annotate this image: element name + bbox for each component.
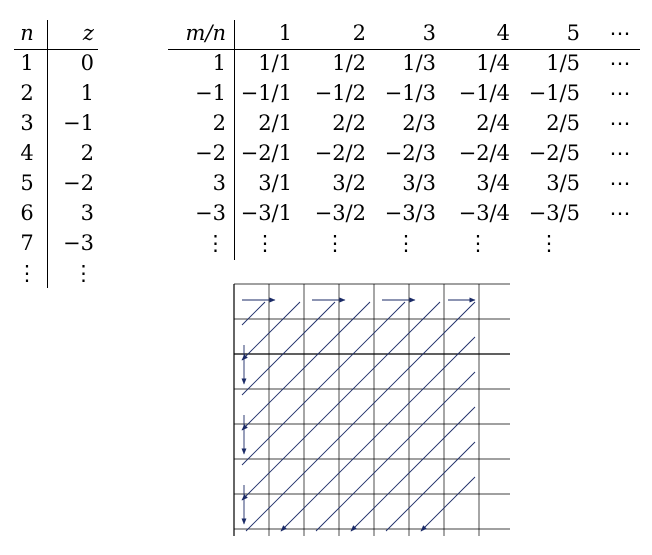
right-table-row — [168, 168, 640, 198]
fraction-cell: 1/5 — [546, 51, 580, 75]
fraction-cell: 1/2 — [332, 51, 366, 75]
row-header-m: −1 — [195, 81, 226, 105]
cell-z: 1 — [80, 81, 94, 105]
left-table-header-row — [14, 18, 98, 48]
fraction-cell: 2/2 — [332, 111, 366, 135]
fraction-cell: −2/5 — [528, 141, 580, 165]
fraction-cell: 2/5 — [546, 111, 580, 135]
left-table-row — [14, 78, 98, 108]
fraction-cell: −3/1 — [240, 201, 292, 225]
path-diagonal — [242, 302, 300, 360]
column-header: 5 — [566, 21, 580, 45]
vertical-ellipsis: ⋮ — [73, 261, 94, 285]
fraction-cell: −3/2 — [314, 201, 366, 225]
cell-n: 1 — [20, 51, 34, 75]
row-header-m: −3 — [195, 201, 226, 225]
column-header: 2 — [352, 21, 366, 45]
header-z: z — [82, 21, 94, 45]
path-diagonal — [242, 302, 265, 325]
fraction-cell: 2/3 — [402, 111, 436, 135]
left-table-row — [14, 168, 98, 198]
n-to-z-table — [14, 18, 98, 288]
fraction-cell: 2/4 — [476, 111, 510, 135]
right-table-row — [168, 78, 640, 108]
path-diagonal — [242, 302, 370, 430]
fraction-cell: −1/1 — [240, 81, 292, 105]
path-diagonal — [242, 302, 405, 465]
row-ellipsis: ⋯ — [609, 81, 631, 105]
left-table-row — [14, 138, 98, 168]
grid-lines — [234, 284, 510, 536]
fraction-cell: 1/4 — [476, 51, 510, 75]
cell-n: 5 — [20, 171, 34, 195]
cell-n: 4 — [20, 141, 34, 165]
vertical-ellipsis: ⋮ — [467, 231, 489, 255]
left-table-row-ellipsis — [14, 258, 98, 288]
row-ellipsis: ⋯ — [609, 51, 631, 75]
left-table-row — [14, 108, 98, 138]
cell-n: 2 — [20, 81, 34, 105]
left-table-row — [14, 48, 98, 78]
path-diagonal — [246, 302, 475, 531]
path-diagonal — [351, 407, 475, 531]
fraction-cell: −1/4 — [458, 81, 510, 105]
fraction-cell: −2/2 — [314, 141, 366, 165]
fraction-cell: 3/5 — [546, 171, 580, 195]
right-table-row — [168, 138, 640, 168]
cell-n: 3 — [20, 111, 34, 135]
right-table-row-ellipsis — [168, 228, 640, 258]
column-header-ellipsis: ⋯ — [609, 21, 631, 45]
fraction-cell: 3/1 — [258, 171, 292, 195]
right-table-row — [168, 108, 640, 138]
vertical-ellipsis: ⋮ — [395, 231, 417, 255]
column-header: 4 — [496, 21, 510, 45]
fraction-cell: −2/1 — [240, 141, 292, 165]
zigzag-path — [242, 300, 475, 531]
cell-z: 0 — [80, 51, 94, 75]
left-table-row — [14, 198, 98, 228]
right-table-row — [168, 198, 640, 228]
fraction-cell: −1/5 — [528, 81, 580, 105]
path-diagonal — [316, 372, 475, 531]
cell-z: 3 — [80, 201, 94, 225]
fraction-cell: −1/2 — [314, 81, 366, 105]
row-ellipsis: ⋯ — [609, 141, 631, 165]
row-header-m: −2 — [195, 141, 226, 165]
fraction-cell: 2/1 — [258, 111, 292, 135]
right-table-header-row — [168, 18, 640, 48]
cell-z: −2 — [63, 171, 94, 195]
fraction-cell: 3/2 — [332, 171, 366, 195]
path-diagonal — [242, 302, 335, 395]
vertical-ellipsis: ⋮ — [254, 231, 276, 255]
row-header-m: 1 — [212, 51, 226, 75]
vertical-ellipsis: ⋮ — [324, 231, 346, 255]
cell-z: −3 — [63, 231, 94, 255]
cell-n: 7 — [20, 231, 34, 255]
fraction-cell: −1/3 — [384, 81, 436, 105]
fraction-cell: −3/5 — [528, 201, 580, 225]
right-table-row — [168, 48, 640, 78]
cell-z: 2 — [80, 141, 94, 165]
fraction-cell: 1/3 — [402, 51, 436, 75]
row-ellipsis: ⋯ — [609, 171, 631, 195]
enumeration-grid-diagram — [230, 280, 520, 536]
path-diagonal — [421, 477, 475, 531]
path-diagonal — [386, 442, 475, 531]
rationals-table — [168, 18, 640, 258]
column-header: 3 — [422, 21, 436, 45]
fraction-cell: 3/3 — [402, 171, 436, 195]
corner-label: m/n — [185, 21, 226, 45]
fraction-cell: −2/4 — [458, 141, 510, 165]
vertical-ellipsis: ⋮ — [538, 231, 560, 255]
cell-z: −1 — [63, 111, 94, 135]
row-ellipsis: ⋯ — [609, 201, 631, 225]
fraction-cell: 3/4 — [476, 171, 510, 195]
fraction-cell: −3/4 — [458, 201, 510, 225]
fraction-cell: −2/3 — [384, 141, 436, 165]
cell-n: 6 — [20, 201, 34, 225]
vertical-ellipsis: ⋮ — [16, 261, 38, 285]
left-table-row — [14, 228, 98, 258]
path-diagonal — [242, 302, 440, 500]
header-n: n — [20, 21, 34, 45]
fraction-cell: 1/1 — [258, 51, 292, 75]
vertical-ellipsis: ⋮ — [205, 231, 226, 255]
row-ellipsis: ⋯ — [609, 111, 631, 135]
column-header: 1 — [278, 21, 292, 45]
row-header-m: 2 — [212, 111, 226, 135]
fraction-cell: −3/3 — [384, 201, 436, 225]
row-header-m: 3 — [212, 171, 226, 195]
path-diagonal — [281, 337, 475, 531]
